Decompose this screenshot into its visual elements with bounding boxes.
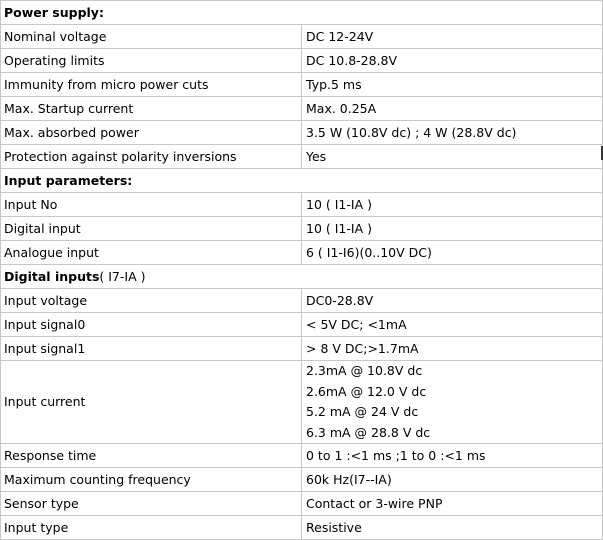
row-label: Input type — [1, 516, 302, 540]
row-label: Nominal voltage — [1, 25, 302, 49]
section-title-suffix: ( I7-IA ) — [99, 268, 146, 284]
value-line: 2.6mA @ 12.0 V dc — [306, 383, 427, 399]
value-line: 2.3mA @ 10.8V dc — [306, 363, 423, 378]
row-value: Contact or 3-wire PNP — [302, 492, 603, 516]
table-row — [1, 49, 603, 73]
table-row — [1, 241, 603, 265]
table-row — [1, 337, 603, 361]
table-row — [1, 289, 603, 313]
row-value: > 8 V DC;>1.7mA — [302, 337, 603, 361]
row-label: Max. absorbed power — [1, 121, 302, 145]
row-value: DC 10.8-28.8V — [302, 49, 603, 73]
table-row — [1, 73, 603, 97]
row-label: Maximum counting frequency — [1, 468, 302, 492]
row-value: 10 ( I1-IA ) — [302, 193, 603, 217]
row-value: DC 12-24V — [302, 25, 603, 49]
row-label: Protection against polarity inversions — [1, 145, 302, 169]
row-label: Sensor type — [1, 492, 302, 516]
table-row — [1, 145, 603, 169]
row-value: 6 ( I1-I6)(0..10V DC) — [302, 241, 603, 265]
section-title-cell — [1, 265, 603, 289]
row-label: Input No — [1, 193, 302, 217]
row-label: Analogue input — [1, 241, 302, 265]
table-row — [1, 468, 603, 492]
row-value: Resistive — [302, 516, 603, 540]
table-row — [1, 193, 603, 217]
table-row — [1, 516, 603, 540]
section-header-digital-inputs — [1, 265, 603, 289]
row-label: Input signal0 — [1, 313, 302, 337]
row-label: Response time — [1, 444, 302, 468]
row-label: Input current — [1, 361, 302, 444]
row-value: 10 ( I1-IA ) — [302, 217, 603, 241]
row-value: Typ.5 ms — [302, 73, 603, 97]
table-row — [1, 313, 603, 337]
table-row — [1, 25, 603, 49]
value-line: 6.3 mA @ 28.8 V dc — [306, 424, 431, 440]
table-row — [1, 97, 603, 121]
row-value: DC0-28.8V — [302, 289, 603, 313]
table-row — [1, 444, 603, 468]
section-title: Input parameters: — [1, 169, 603, 193]
row-label: Input voltage — [1, 289, 302, 313]
section-header-power-supply — [1, 1, 603, 25]
row-value: 0 to 1 :<1 ms ;1 to 0 :<1 ms — [302, 444, 603, 468]
row-value: 60k Hz(I7--IA) — [302, 468, 603, 492]
table-row — [1, 217, 603, 241]
row-label: Input signal1 — [1, 337, 302, 361]
row-value: 3.5 W (10.8V dc) ; 4 W (28.8V dc) — [302, 121, 603, 145]
table-row — [1, 492, 603, 516]
row-label: Immunity from micro power cuts — [1, 73, 302, 97]
row-value: Max. 0.25A — [302, 97, 603, 121]
value-line: 5.2 mA @ 24 V dc — [306, 404, 419, 419]
row-label: Digital input — [1, 217, 302, 241]
row-value: < 5V DC; <1mA — [302, 313, 603, 337]
row-label: Max. Startup current — [1, 97, 302, 121]
table-row — [1, 361, 603, 444]
table-row — [1, 121, 603, 145]
section-title: Power supply: — [1, 1, 603, 25]
row-value-multiline — [302, 361, 603, 444]
section-title: Digital inputs — [4, 268, 100, 284]
row-value: Yes — [302, 145, 603, 169]
row-label: Operating limits — [1, 49, 302, 73]
section-header-input-parameters — [1, 169, 603, 193]
